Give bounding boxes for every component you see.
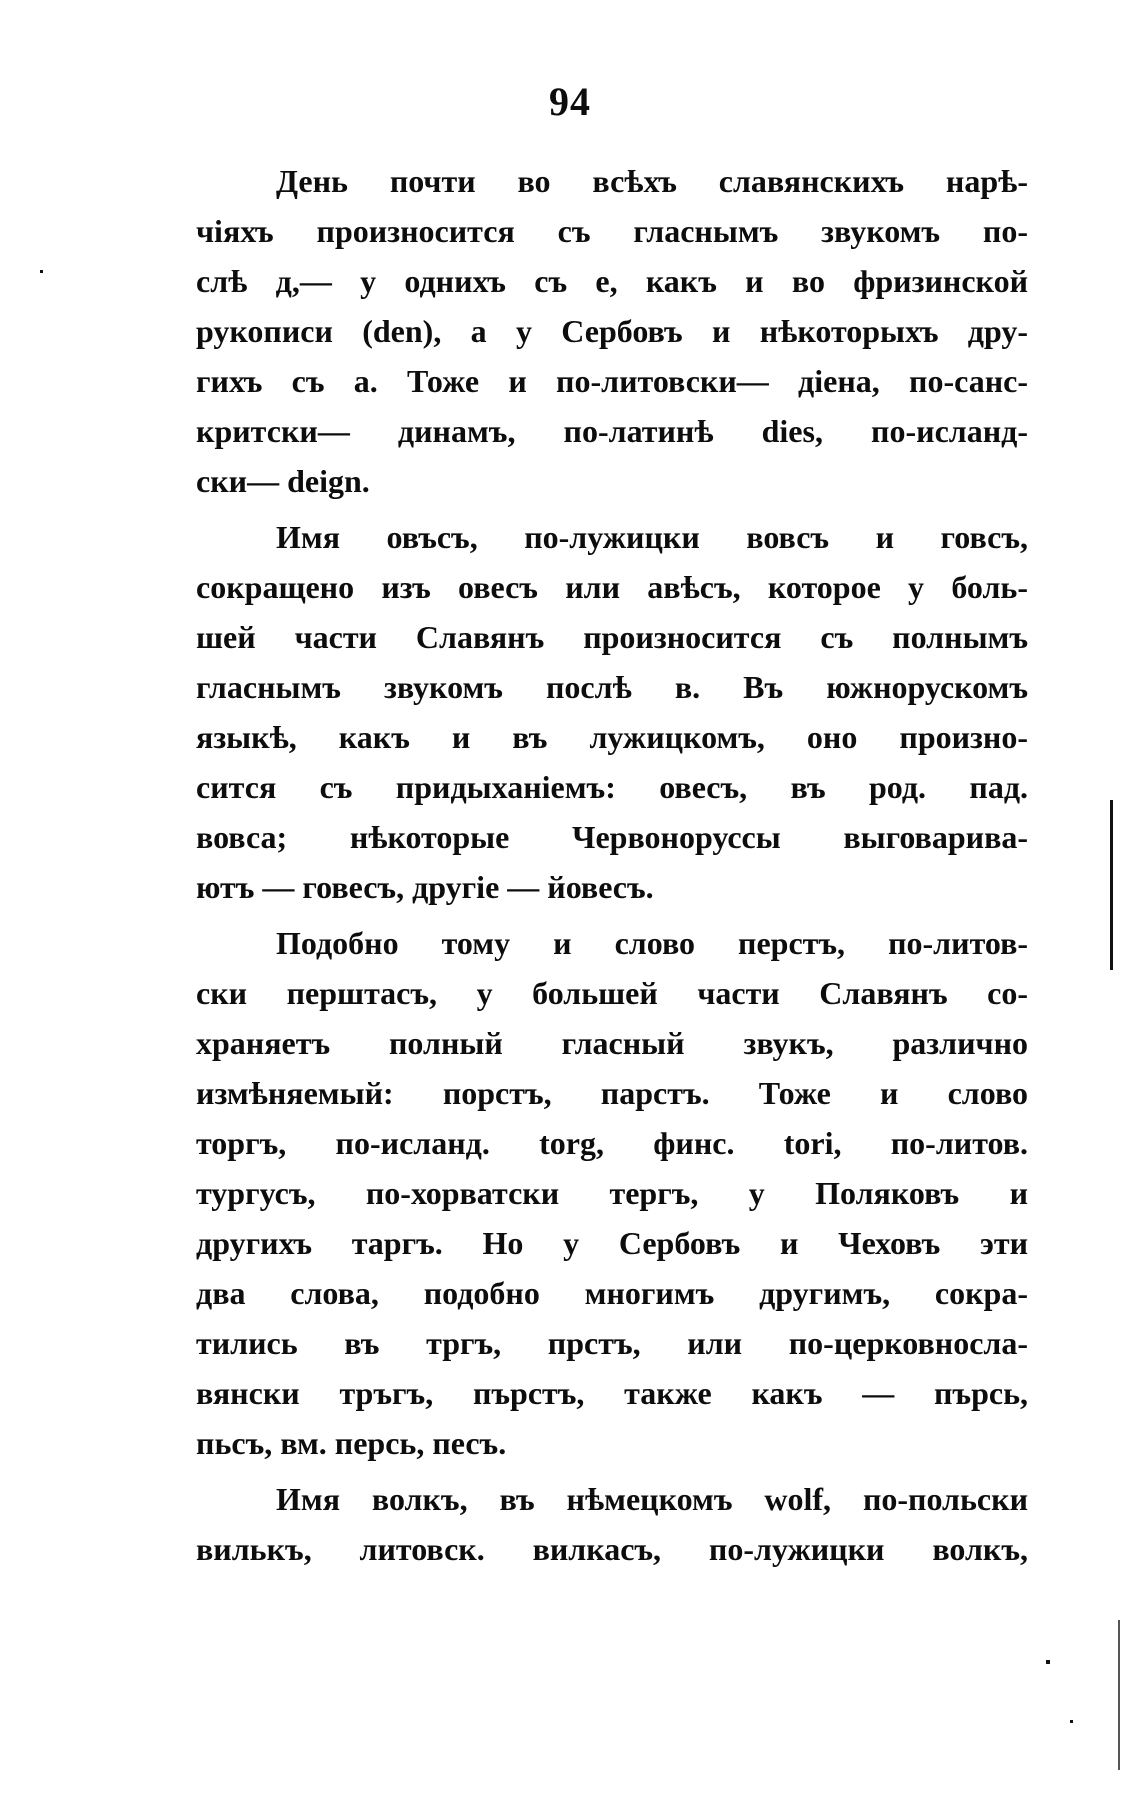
text-line: два слова, подобно многимъ другимъ, сокра-: [196, 1275, 1028, 1311]
scan-edge-line: [1118, 1620, 1120, 1770]
text-line: слѣ д,— у однихъ съ е, какъ и во фризинской: [196, 263, 1028, 299]
text-line: языкѣ, какъ и въ лужицкомъ, оно произно-: [196, 719, 1028, 755]
text-line: измѣняемый: порстъ, парстъ. Тоже и слово: [196, 1075, 1028, 1111]
text-line: Подобно тому и слово перстъ, по-литов-: [276, 925, 1028, 961]
text-line: Имя волкъ, въ нѣмецкомъ wolf, по-польски: [276, 1481, 1028, 1517]
text-line: ютъ — говесъ, другіе — йовесъ.: [196, 869, 654, 905]
text-line: гихъ съ а. Тоже и по-литовски— діена, по-санс-: [196, 363, 1028, 399]
text-line: тились въ тргъ, прстъ, или по-церковносла-: [196, 1325, 1028, 1361]
text-line: вовса; нѣкоторые Червоноруссы выговарива-: [196, 819, 1028, 855]
text-line: ски— deign.: [196, 463, 370, 499]
page-number: 94: [549, 79, 591, 124]
paragraph-4: [196, 1474, 1028, 1574]
body-text: [196, 156, 1028, 1574]
text-line: другихъ таргъ. Но у Сербовъ и Чеховъ эти: [196, 1225, 1028, 1261]
text-line: ски перштасъ, у большей части Славянъ со-: [196, 975, 1028, 1011]
text-line: сится съ придыханіемъ: овесъ, въ род. пад.: [196, 769, 1028, 805]
scan-speck: [40, 270, 43, 273]
scan-speck: [1046, 1660, 1050, 1664]
paragraph-1: [196, 156, 1028, 506]
text-line: критски— динамъ, по-латинѣ dies, по-исланд-: [196, 413, 1028, 449]
scan-speck: [1070, 1720, 1073, 1723]
text-line: торгъ, по-исланд. torg, финс. tori, по-литов.: [196, 1125, 1028, 1161]
scan-edge-line: [1110, 800, 1113, 970]
text-line: гласнымъ звукомъ послѣ в. Въ южнорускомъ: [196, 669, 1028, 705]
text-line: шей части Славянъ произносится съ полнымъ: [196, 619, 1028, 655]
paragraph-3: [196, 918, 1028, 1468]
text-line: вянски тръгъ, пърстъ, также какъ — пърсь,: [196, 1375, 1028, 1411]
text-line: рукописи (den), а у Сербовъ и нѣкоторыхъ дру-: [196, 313, 1028, 349]
text-line: сокращено изъ овесъ или авѣсъ, которое у боль-: [196, 569, 1028, 605]
text-line: вилькъ, литовск. вилкасъ, по-лужицки волкъ,: [196, 1531, 1028, 1567]
text-line: тургусъ, по-хорватски тергъ, у Поляковъ и: [196, 1175, 1028, 1211]
text-line: День почти во всѣхъ славянскихъ нарѣ-: [276, 163, 1028, 199]
paragraph-2: [196, 512, 1028, 912]
text-line: пьсъ, вм. персь, песъ.: [196, 1425, 507, 1461]
text-line: Имя овъсъ, по-лужицки вовсъ и говсъ,: [276, 519, 1028, 555]
text-line: храняетъ полный гласный звукъ, различно: [196, 1025, 1028, 1061]
text-line: чіяхъ произносится съ гласнымъ звукомъ по-: [196, 213, 1028, 249]
